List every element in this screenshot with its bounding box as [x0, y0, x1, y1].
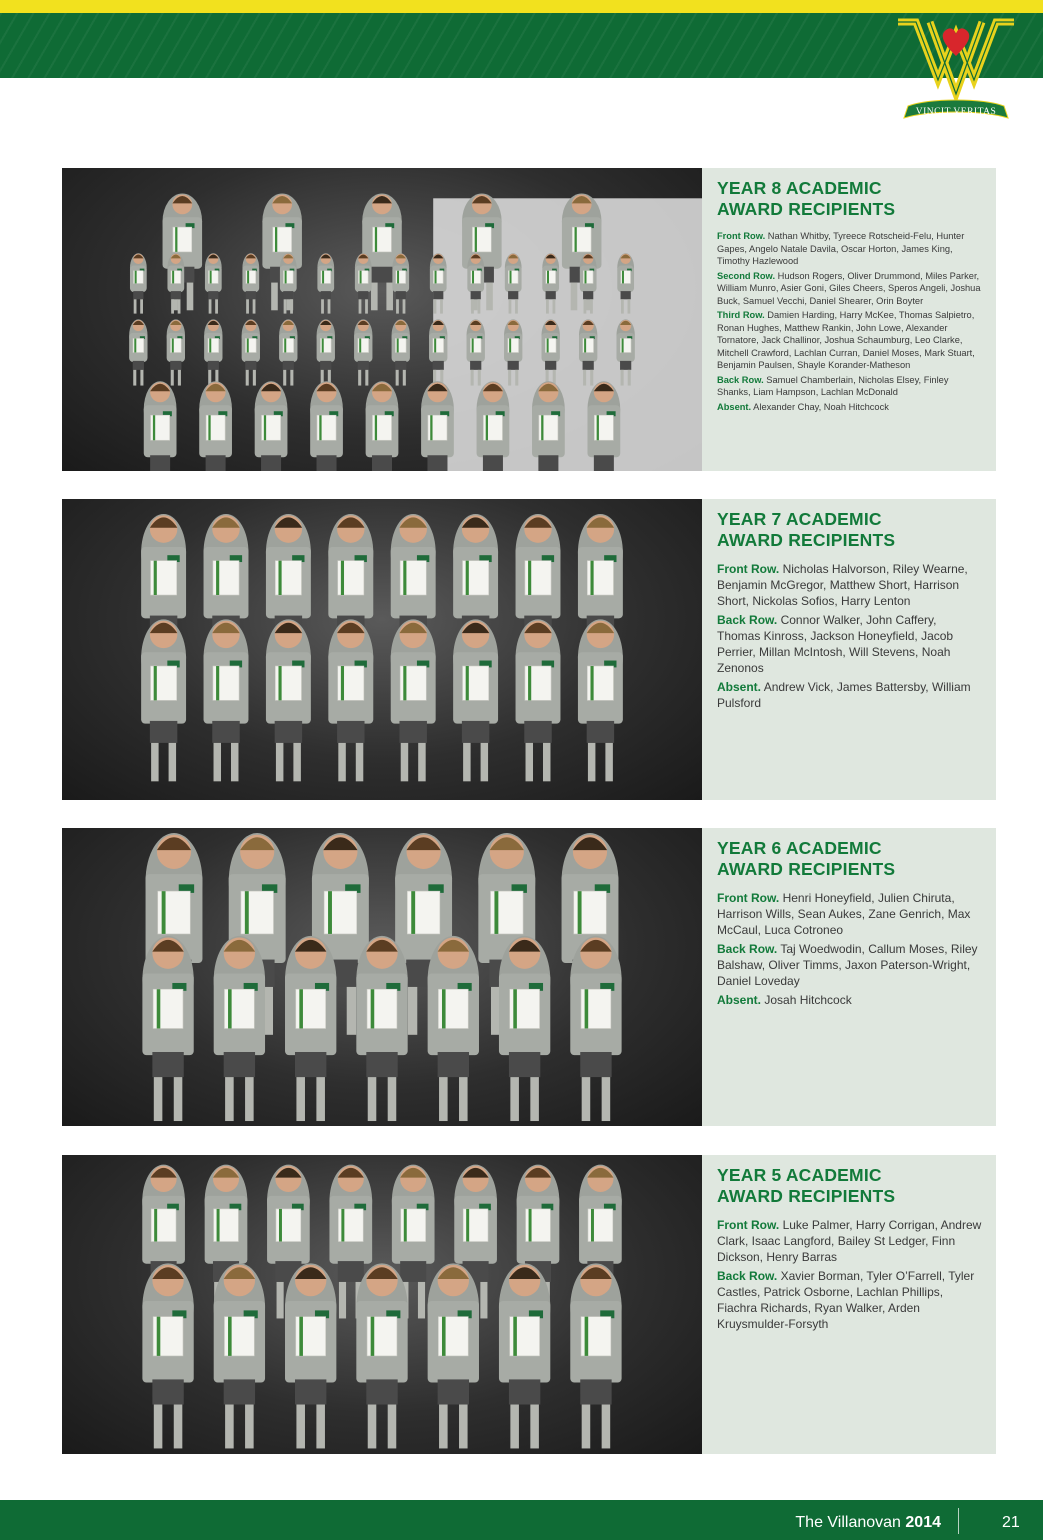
- row-back: [717, 1268, 982, 1332]
- row-label: Back Row.: [717, 1269, 778, 1283]
- title-line-1: YEAR 7 ACADEMIC: [717, 509, 882, 529]
- section-title: [717, 509, 982, 551]
- photo-illustration: [62, 1155, 702, 1454]
- student-figure: [255, 381, 288, 471]
- row-front: [717, 230, 982, 268]
- student-figure: [354, 319, 372, 385]
- title-line-1: YEAR 6 ACADEMIC: [717, 838, 882, 858]
- student-figure: [578, 619, 623, 781]
- student-figure: [262, 193, 302, 310]
- row-absent: [717, 401, 982, 414]
- row-label: Front Row.: [717, 1218, 780, 1232]
- student-figure: [392, 253, 409, 313]
- group-photo-year-5: [62, 1155, 702, 1454]
- student-figure: [328, 619, 373, 781]
- title-line-2: AWARD RECIPIENTS: [717, 1186, 896, 1206]
- student-figure: [499, 1263, 550, 1448]
- row-names: Luke Palmer, Harry Corrigan, Andrew Clark, Isaac Langford, Bailey St Ledger, Finn Dickson, Henry Barras: [717, 1218, 982, 1264]
- row-absent: [717, 679, 982, 711]
- row-label: Second Row.: [717, 270, 776, 281]
- student-figure: [453, 619, 498, 781]
- student-figure: [317, 319, 335, 385]
- recipients-panel-year-5: [702, 1155, 996, 1454]
- award-section-year-6: [62, 828, 996, 1126]
- student-figure: [142, 936, 193, 1121]
- crest-motto: VINCIT VERITAS: [915, 107, 997, 117]
- publication-name: The Villanovan: [795, 1514, 901, 1531]
- row-label: Absent.: [717, 680, 762, 694]
- group-photo-year-7: [62, 499, 702, 800]
- student-figure: [214, 936, 265, 1121]
- student-figure: [142, 1263, 193, 1448]
- header-hatch-pattern: [0, 13, 1043, 78]
- student-figure: [129, 319, 147, 385]
- row-label: Back Row.: [717, 374, 764, 385]
- student-figure: [366, 381, 399, 471]
- header-band: [0, 0, 1043, 78]
- title-line-1: YEAR 8 ACADEMIC: [717, 178, 882, 198]
- row-third: [717, 309, 982, 372]
- group-photo-year-6: [62, 828, 702, 1126]
- row-back: [717, 612, 982, 676]
- award-section-year-8: [62, 168, 996, 471]
- row-second: [717, 270, 982, 308]
- student-figure: [356, 936, 407, 1121]
- student-figure: [428, 936, 479, 1121]
- recipients-panel-year-7: [702, 499, 996, 800]
- row-names: Hudson Rogers, Oliver Drummond, Miles Parker, William Munro, Asier Goni, Giles Cheers, Speros Angeli, Joshua Buck, Samuel Vecchi, Daniel Shearer, Orin Boyter: [717, 270, 981, 306]
- student-figure: [205, 253, 222, 313]
- student-figure: [204, 619, 249, 781]
- footer-publication: [795, 1513, 941, 1533]
- student-figure: [317, 253, 334, 313]
- title-line-2: AWARD RECIPIENTS: [717, 859, 896, 879]
- student-figure: [204, 319, 222, 385]
- group-photo-year-8: [62, 168, 702, 471]
- row-label: Absent.: [717, 993, 762, 1007]
- photo-illustration: [62, 828, 702, 1126]
- student-figure: [570, 1263, 621, 1448]
- section-title: [717, 178, 982, 220]
- row-label: Back Row.: [717, 942, 778, 956]
- student-figure: [310, 381, 343, 471]
- row-absent: [717, 992, 982, 1008]
- page-number: 21: [1002, 1514, 1020, 1531]
- row-front: [717, 561, 982, 609]
- student-figure: [570, 936, 621, 1121]
- recipients-panel-year-6: [702, 828, 996, 1126]
- row-front: [717, 890, 982, 938]
- award-section-year-7: [62, 499, 996, 800]
- row-names: Taj Woedwodin, Callum Moses, Riley Balshaw, Oliver Timms, Jaxon Paterson-Wright, Daniel Loveday: [717, 942, 978, 988]
- row-names: Nicholas Halvorson, Riley Wearne, Benjamin McGregor, Matthew Short, Harrison Short, Nickolas Sofios, Harry Lenton: [717, 562, 968, 608]
- student-figure: [516, 619, 561, 781]
- student-figure: [266, 619, 311, 781]
- student-figure: [499, 936, 550, 1121]
- row-back: [717, 374, 982, 399]
- student-figure: [279, 319, 297, 385]
- award-section-year-5: [62, 1155, 996, 1454]
- student-figure: [141, 619, 186, 781]
- row-names: Damien Harding, Harry McKee, Thomas Salpietro, Ronan Hughes, Matthew Rankin, John Lowe, Alexander Tornatore, Jack Challinor, Joshua Schaumburg, Leo Clarke, Mitchell Crawford, Lachlan Curran, Daniel Moses, Mark Stuart, Benjamin Paulsen, Shayle Korander-Matheson: [717, 310, 975, 370]
- row-label: Third Row.: [717, 310, 765, 320]
- student-figure: [242, 253, 259, 313]
- student-figure: [167, 319, 185, 385]
- row-names: Nathan Whitby, Tyreece Rotscheid-Felu, Hunter Gapes, Angelo Natale Davila, Oscar Horton, James King, Timothy Hazlewood: [717, 231, 965, 266]
- student-figure: [199, 381, 232, 471]
- student-figure: [428, 1263, 479, 1448]
- section-title: [717, 1165, 982, 1207]
- row-names: Alexander Chay, Noah Hitchcock: [753, 401, 889, 412]
- student-figure: [163, 193, 203, 310]
- school-crest-logo: [890, 14, 1022, 132]
- student-figure: [356, 1263, 407, 1448]
- row-label: Front Row.: [717, 562, 780, 576]
- title-line-1: YEAR 5 ACADEMIC: [717, 1165, 882, 1185]
- student-figure: [242, 319, 260, 385]
- student-figure: [130, 253, 147, 313]
- title-line-2: AWARD RECIPIENTS: [717, 530, 896, 550]
- row-names: Andrew Vick, James Battersby, William Pulsford: [717, 680, 971, 710]
- row-front: [717, 1217, 982, 1265]
- student-figure: [355, 253, 372, 313]
- row-label: Absent.: [717, 401, 752, 412]
- section-title: [717, 838, 982, 880]
- row-names: Samuel Chamberlain, Nicholas Elsey, Finley Shanks, Liam Hampson, Lachlan McDonald: [717, 374, 949, 397]
- student-figure: [144, 381, 177, 471]
- recipients-panel-year-8: [702, 168, 996, 471]
- publication-year: 2014: [905, 1514, 941, 1531]
- row-label: Back Row.: [717, 613, 778, 627]
- student-figure: [214, 1263, 265, 1448]
- row-back: [717, 941, 982, 989]
- photo-illustration: [62, 168, 702, 471]
- row-names: Connor Walker, John Caffery, Thomas Kinross, Jackson Honeyfield, Jacob Perrier, Millan McIntosh, Will Stevens, Noah Zenonos: [717, 613, 954, 675]
- student-figure: [285, 1263, 336, 1448]
- title-line-2: AWARD RECIPIENTS: [717, 199, 896, 219]
- row-label: Front Row.: [717, 891, 780, 905]
- row-names: Henri Honeyfield, Julien Chiruta, Harrison Wills, Sean Aukes, Zane Genrich, Max McCaul, Luca Cotroneo: [717, 891, 971, 937]
- row-names: Josah Hitchcock: [764, 993, 852, 1007]
- row-label: Front Row.: [717, 231, 766, 241]
- student-figure: [285, 936, 336, 1121]
- footer-divider: [958, 1508, 959, 1534]
- photo-illustration: [62, 499, 702, 800]
- row-names: Xavier Borman, Tyler O’Farrell, Tyler Castles, Patrick Osborne, Lachlan Phillips, Fiachra Richards, Ryan Walker, Arden Kruysmulder-Forsyth: [717, 1269, 975, 1331]
- student-figure: [391, 619, 436, 781]
- student-figure: [392, 319, 410, 385]
